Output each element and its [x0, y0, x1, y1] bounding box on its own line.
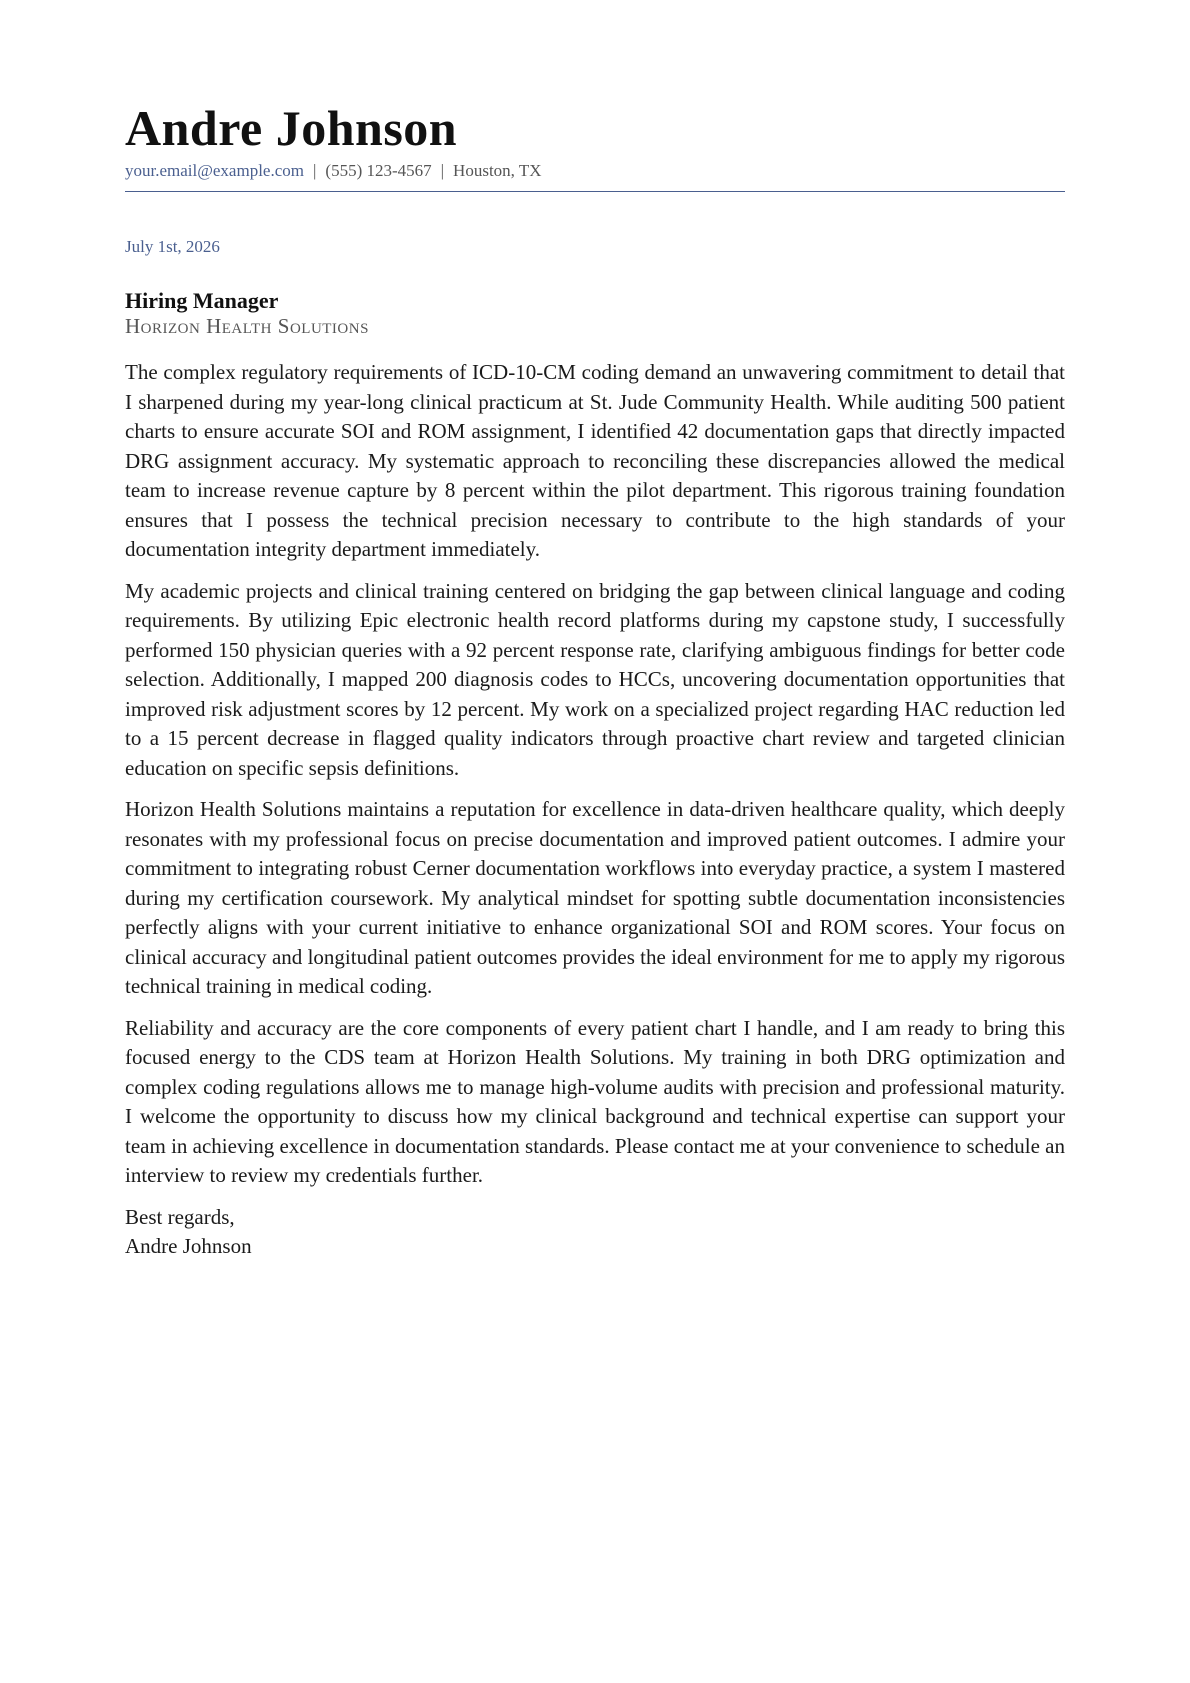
letter-body	[125, 358, 1065, 1191]
separator: |	[313, 161, 317, 180]
recipient-title: Hiring Manager	[125, 288, 279, 313]
letter-date: July 1st, 2026	[125, 237, 220, 256]
email-link[interactable]: your.email@example.com	[125, 161, 304, 180]
body-paragraph: Reliability and accuracy are the core components of every patient chart I handle, and I am ready to bring this focused energy to the CDS team at Horizon Health Solutions. My training in both DRG optimization and complex coding regulations allows me to manage high-volume audits with precision and professional maturity. I welcome the opportunity to discuss how my clinical background and technical expertise can support your team in achieving excellence in documentation standards. Please contact me at your convenience to schedule an interview to review my credentials further.	[125, 1015, 1065, 1187]
cover-letter-page	[125, 100, 1065, 1262]
contact-line	[125, 160, 1065, 182]
signature-name: Andre Johnson	[125, 1234, 252, 1258]
recipient-company: Horizon Health Solutions	[125, 314, 369, 338]
phone-number: (555) 123-4567	[325, 161, 432, 180]
body-paragraph: The complex regulatory requirements of ICD-10-CM coding demand an unwavering commitment to detail that I sharpened during my year-long clinical practicum at St. Jude Community Health. While auditing 500 patient charts to ensure accurate SOI and ROM assignment, I identified 42 documentation gaps that directly impacted DRG assignment accuracy. My systematic approach to reconciling these discrepancies allowed the medical team to increase revenue capture by 8 percent within the pilot department. This rigorous training foundation ensures that I possess the technical precision necessary to contribute to the high standards of your documentation integrity department immediately.	[125, 360, 1065, 561]
separator: |	[440, 161, 445, 180]
closing-salutation: Best regards,	[125, 1204, 235, 1229]
body-paragraph: My academic projects and clinical training centered on bridging the gap between clinical language and coding requirements. By utilizing Epic electronic health record platforms during my capstone study, I successfully performed 150 physician queries with a 92 percent response rate, clarifying ambiguous findings for better code selection. Additionally, I mapped 200 diagnosis codes to HCCs, uncovering documentation opportunities that improved risk adjustment scores by 12 percent. My work on a specialized project regarding HAC reduction led to a 15 percent decrease in flagged quality indicators through proactive chart review and targeted clinician education on specific sepsis definitions.	[125, 578, 1065, 780]
location: Houston, TX	[453, 161, 542, 180]
applicant-name: Andre Johnson	[125, 100, 458, 156]
body-paragraph: Horizon Health Solutions maintains a reputation for excellence in data-driven healthcare quality, which deeply resonates with my professional focus on precise documentation and improved patient outcomes. I admire your commitment to integrating robust Cerner documentation workflows into everyday practice, a system I mastered during my certification coursework. My analytical mindset for spotting subtle documentation inconsistencies perfectly aligns with your current initiative to enhance organizational SOI and ROM scores. Your focus on clinical accuracy and longitudinal patient outcomes provides the ideal environment for me to apply my rigorous technical training in medical coding.	[125, 797, 1065, 998]
header-divider	[125, 191, 1065, 192]
closing-block	[125, 1203, 1065, 1262]
recipient-block	[125, 288, 1065, 338]
